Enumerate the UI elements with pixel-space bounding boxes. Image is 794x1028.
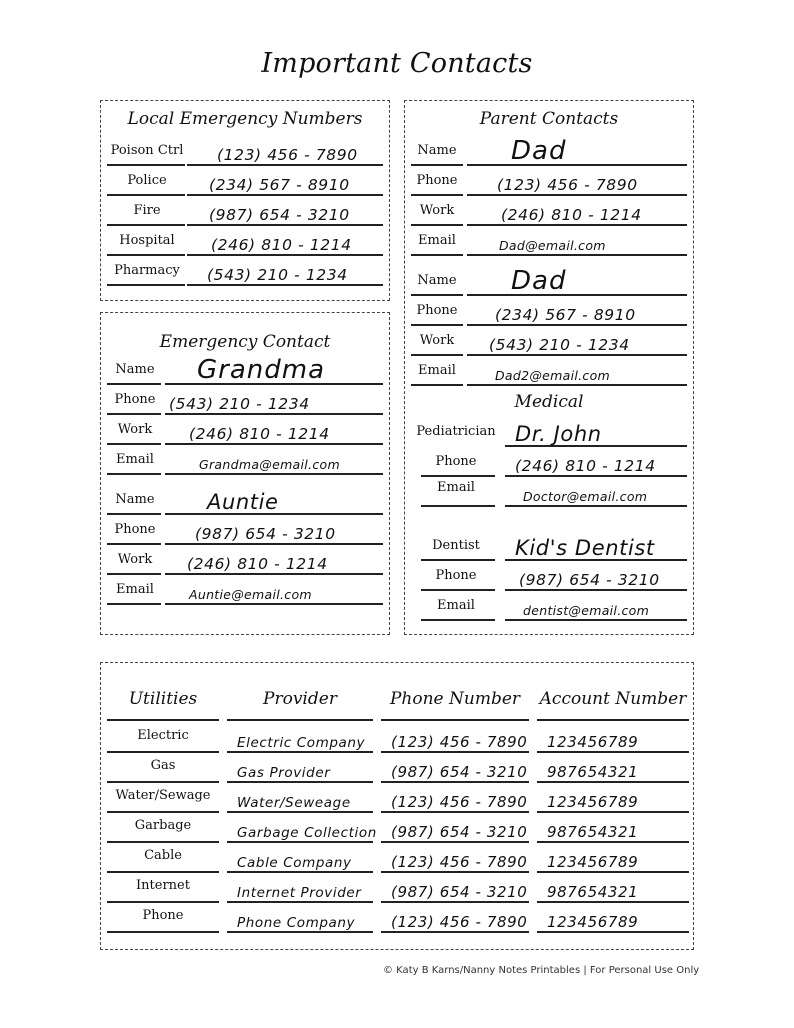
- pediatrician-name[interactable]: Dr. John: [515, 422, 602, 446]
- field-label: Email: [418, 363, 456, 378]
- field-label: Phone: [435, 568, 477, 583]
- parent-contacts-box: [404, 100, 694, 635]
- utility-phone[interactable]: (987) 654 - 3210: [391, 763, 528, 781]
- utility-row: [101, 903, 695, 933]
- emergency-work-row: [107, 415, 383, 445]
- parent-work[interactable]: (543) 210 - 1234: [489, 336, 630, 354]
- dentist-phone[interactable]: (987) 654 - 3210: [519, 571, 660, 589]
- parent-name[interactable]: Dad: [511, 136, 567, 166]
- account-number-header: Account Number: [539, 689, 687, 709]
- pediatrician-email[interactable]: Doctor@email.com: [523, 489, 648, 504]
- local-value[interactable]: (123) 456 - 7890: [217, 146, 358, 164]
- utility-row: [101, 783, 695, 813]
- parent-phone-row: [411, 296, 687, 326]
- utility-account[interactable]: 123456789: [547, 913, 639, 931]
- utility-name: Phone: [142, 908, 184, 923]
- utility-provider[interactable]: Garbage Collection: [237, 825, 377, 841]
- field-label: Phone: [114, 392, 156, 407]
- parent-email[interactable]: Dad2@email.com: [495, 368, 611, 383]
- field-label: Name: [115, 492, 155, 507]
- emergency-email[interactable]: Grandma@email.com: [199, 457, 340, 472]
- field-label: Email: [437, 480, 475, 495]
- field-label: Name: [417, 273, 457, 288]
- local-emergency-title: Local Emergency Numbers: [127, 109, 363, 129]
- field-label: Name: [417, 143, 457, 158]
- utility-name: Electric: [137, 728, 189, 743]
- parent-name-row: [411, 266, 687, 296]
- emergency-phone[interactable]: (987) 654 - 3210: [195, 525, 336, 543]
- local-label: Fire: [133, 203, 161, 218]
- emergency-work[interactable]: (246) 810 - 1214: [187, 555, 328, 573]
- label-underline: [421, 619, 495, 621]
- field-label: Phone: [435, 454, 477, 469]
- local-row: [107, 256, 383, 286]
- utility-phone[interactable]: (123) 456 - 7890: [391, 733, 528, 751]
- field-label: Email: [116, 452, 154, 467]
- label-underline: [411, 254, 463, 256]
- utility-name: Water/Sewage: [115, 788, 211, 803]
- emergency-email[interactable]: Auntie@email.com: [189, 587, 312, 602]
- utility-provider[interactable]: Water/Seweage: [237, 795, 351, 811]
- local-label: Poison Ctrl: [110, 143, 184, 158]
- field-label: Email: [437, 598, 475, 613]
- utility-account[interactable]: 987654321: [547, 763, 639, 781]
- phone-number-header: Phone Number: [389, 689, 521, 709]
- utility-provider[interactable]: Electric Company: [237, 735, 366, 751]
- emergency-name[interactable]: Grandma: [197, 355, 326, 385]
- utility-account[interactable]: 987654321: [547, 883, 639, 901]
- value-underline: [467, 254, 687, 256]
- field-label: Email: [116, 582, 154, 597]
- field-label: Pediatrician: [416, 424, 496, 439]
- local-value[interactable]: (987) 654 - 3210: [209, 206, 350, 224]
- emergency-email-row: [107, 575, 383, 605]
- utility-phone[interactable]: (987) 654 - 3210: [391, 823, 528, 841]
- dentist-row: [411, 531, 687, 561]
- utility-name: Internet: [136, 878, 190, 893]
- utility-provider[interactable]: Gas Provider: [237, 765, 331, 781]
- local-value[interactable]: (543) 210 - 1234: [207, 266, 348, 284]
- utility-row: [101, 753, 695, 783]
- field-label: Phone: [416, 303, 458, 318]
- field-label: Work: [117, 552, 153, 567]
- label-underline: [421, 505, 495, 507]
- local-label: Hospital: [119, 233, 175, 248]
- copyright-footer: © Katy B Karns/Nanny Notes Printables | For Personal Use Only: [383, 965, 700, 976]
- local-row: [107, 136, 383, 166]
- value-underline: [165, 473, 383, 475]
- pediatrician-row: [411, 417, 687, 447]
- field-label: Name: [115, 362, 155, 377]
- emergency-contact-box: [100, 312, 390, 635]
- emergency-name-row: [107, 355, 383, 385]
- field-label: Phone: [416, 173, 458, 188]
- page-title: Important Contacts: [261, 48, 533, 79]
- utility-name: Gas: [150, 758, 176, 773]
- utility-account[interactable]: 123456789: [547, 733, 639, 751]
- utility-phone[interactable]: (987) 654 - 3210: [391, 883, 528, 901]
- parent-email[interactable]: Dad@email.com: [499, 238, 606, 253]
- local-row: [107, 196, 383, 226]
- utility-provider[interactable]: Cable Company: [237, 855, 352, 871]
- utility-row: [101, 873, 695, 903]
- parent-contacts-title: Parent Contacts: [479, 109, 619, 129]
- value-underline: [467, 384, 687, 386]
- emergency-name[interactable]: Auntie: [207, 490, 279, 514]
- value-underline: [165, 603, 383, 605]
- emergency-contact-title: Emergency Contact: [159, 332, 331, 352]
- parent-phone[interactable]: (234) 567 - 8910: [495, 306, 636, 324]
- local-row: [107, 166, 383, 196]
- field-label: Work: [419, 333, 455, 348]
- utility-provider[interactable]: Phone Company: [237, 915, 356, 931]
- parent-work-row: [411, 326, 687, 356]
- parent-name-row: [411, 136, 687, 166]
- pediatrician-phone-row: [411, 447, 687, 477]
- emergency-work[interactable]: (246) 810 - 1214: [189, 425, 330, 443]
- utility-account[interactable]: 987654321: [547, 823, 639, 841]
- field-label: Work: [117, 422, 153, 437]
- parent-work[interactable]: (246) 810 - 1214: [501, 206, 642, 224]
- dentist-name[interactable]: Kid's Dentist: [515, 536, 655, 560]
- local-value[interactable]: (234) 567 - 8910: [209, 176, 350, 194]
- local-row: [107, 226, 383, 256]
- parent-email-row: [411, 356, 687, 386]
- emergency-work-row: [107, 545, 383, 575]
- emergency-phone-row: [107, 385, 383, 415]
- utility-phone[interactable]: (123) 456 - 7890: [391, 913, 528, 931]
- local-label: Police: [127, 173, 167, 188]
- utility-name: Garbage: [134, 818, 192, 833]
- dentist-email[interactable]: dentist@email.com: [523, 603, 650, 618]
- dentist-email-row: [411, 591, 687, 621]
- value-underline: [187, 284, 383, 286]
- cell-underline: [107, 931, 219, 933]
- header-underline: [381, 719, 529, 721]
- utility-row: [101, 843, 695, 873]
- utility-account[interactable]: 123456789: [547, 853, 639, 871]
- label-underline: [411, 384, 463, 386]
- field-label: Phone: [114, 522, 156, 537]
- local-emergency-box: [100, 100, 390, 301]
- cell-underline: [227, 931, 373, 933]
- utilities-header: Utilities: [128, 689, 198, 709]
- field-label: Email: [418, 233, 456, 248]
- cell-underline: [381, 931, 529, 933]
- value-underline: [505, 505, 687, 507]
- field-label: Dentist: [432, 538, 480, 553]
- pediatrician-email-row: [411, 477, 687, 507]
- emergency-phone-row: [107, 515, 383, 545]
- parent-name[interactable]: Dad: [511, 266, 567, 296]
- label-underline: [107, 603, 161, 605]
- medical-title: Medical: [514, 392, 584, 412]
- local-label: Pharmacy: [114, 263, 180, 278]
- label-underline: [107, 284, 185, 286]
- value-underline: [505, 619, 687, 621]
- emergency-email-row: [107, 445, 383, 475]
- utility-row: [101, 723, 695, 753]
- utility-row: [101, 813, 695, 843]
- label-underline: [107, 473, 161, 475]
- pediatrician-phone[interactable]: (246) 810 - 1214: [515, 457, 656, 475]
- dentist-phone-row: [411, 561, 687, 591]
- header-underline: [227, 719, 373, 721]
- utility-name: Cable: [144, 848, 182, 863]
- utilities-box: [100, 662, 694, 950]
- header-underline: [537, 719, 689, 721]
- utility-phone[interactable]: (123) 456 - 7890: [391, 793, 528, 811]
- cell-underline: [537, 931, 689, 933]
- parent-email-row: [411, 226, 687, 256]
- parent-phone-row: [411, 166, 687, 196]
- provider-header: Provider: [263, 689, 337, 709]
- emergency-phone[interactable]: (543) 210 - 1234: [169, 395, 310, 413]
- utility-account[interactable]: 123456789: [547, 793, 639, 811]
- header-underline: [107, 719, 219, 721]
- parent-phone[interactable]: (123) 456 - 7890: [497, 176, 638, 194]
- emergency-name-row: [107, 485, 383, 515]
- parent-work-row: [411, 196, 687, 226]
- utility-phone[interactable]: (123) 456 - 7890: [391, 853, 528, 871]
- field-label: Work: [419, 203, 455, 218]
- utility-provider[interactable]: Internet Provider: [237, 885, 362, 901]
- local-value[interactable]: (246) 810 - 1214: [211, 236, 352, 254]
